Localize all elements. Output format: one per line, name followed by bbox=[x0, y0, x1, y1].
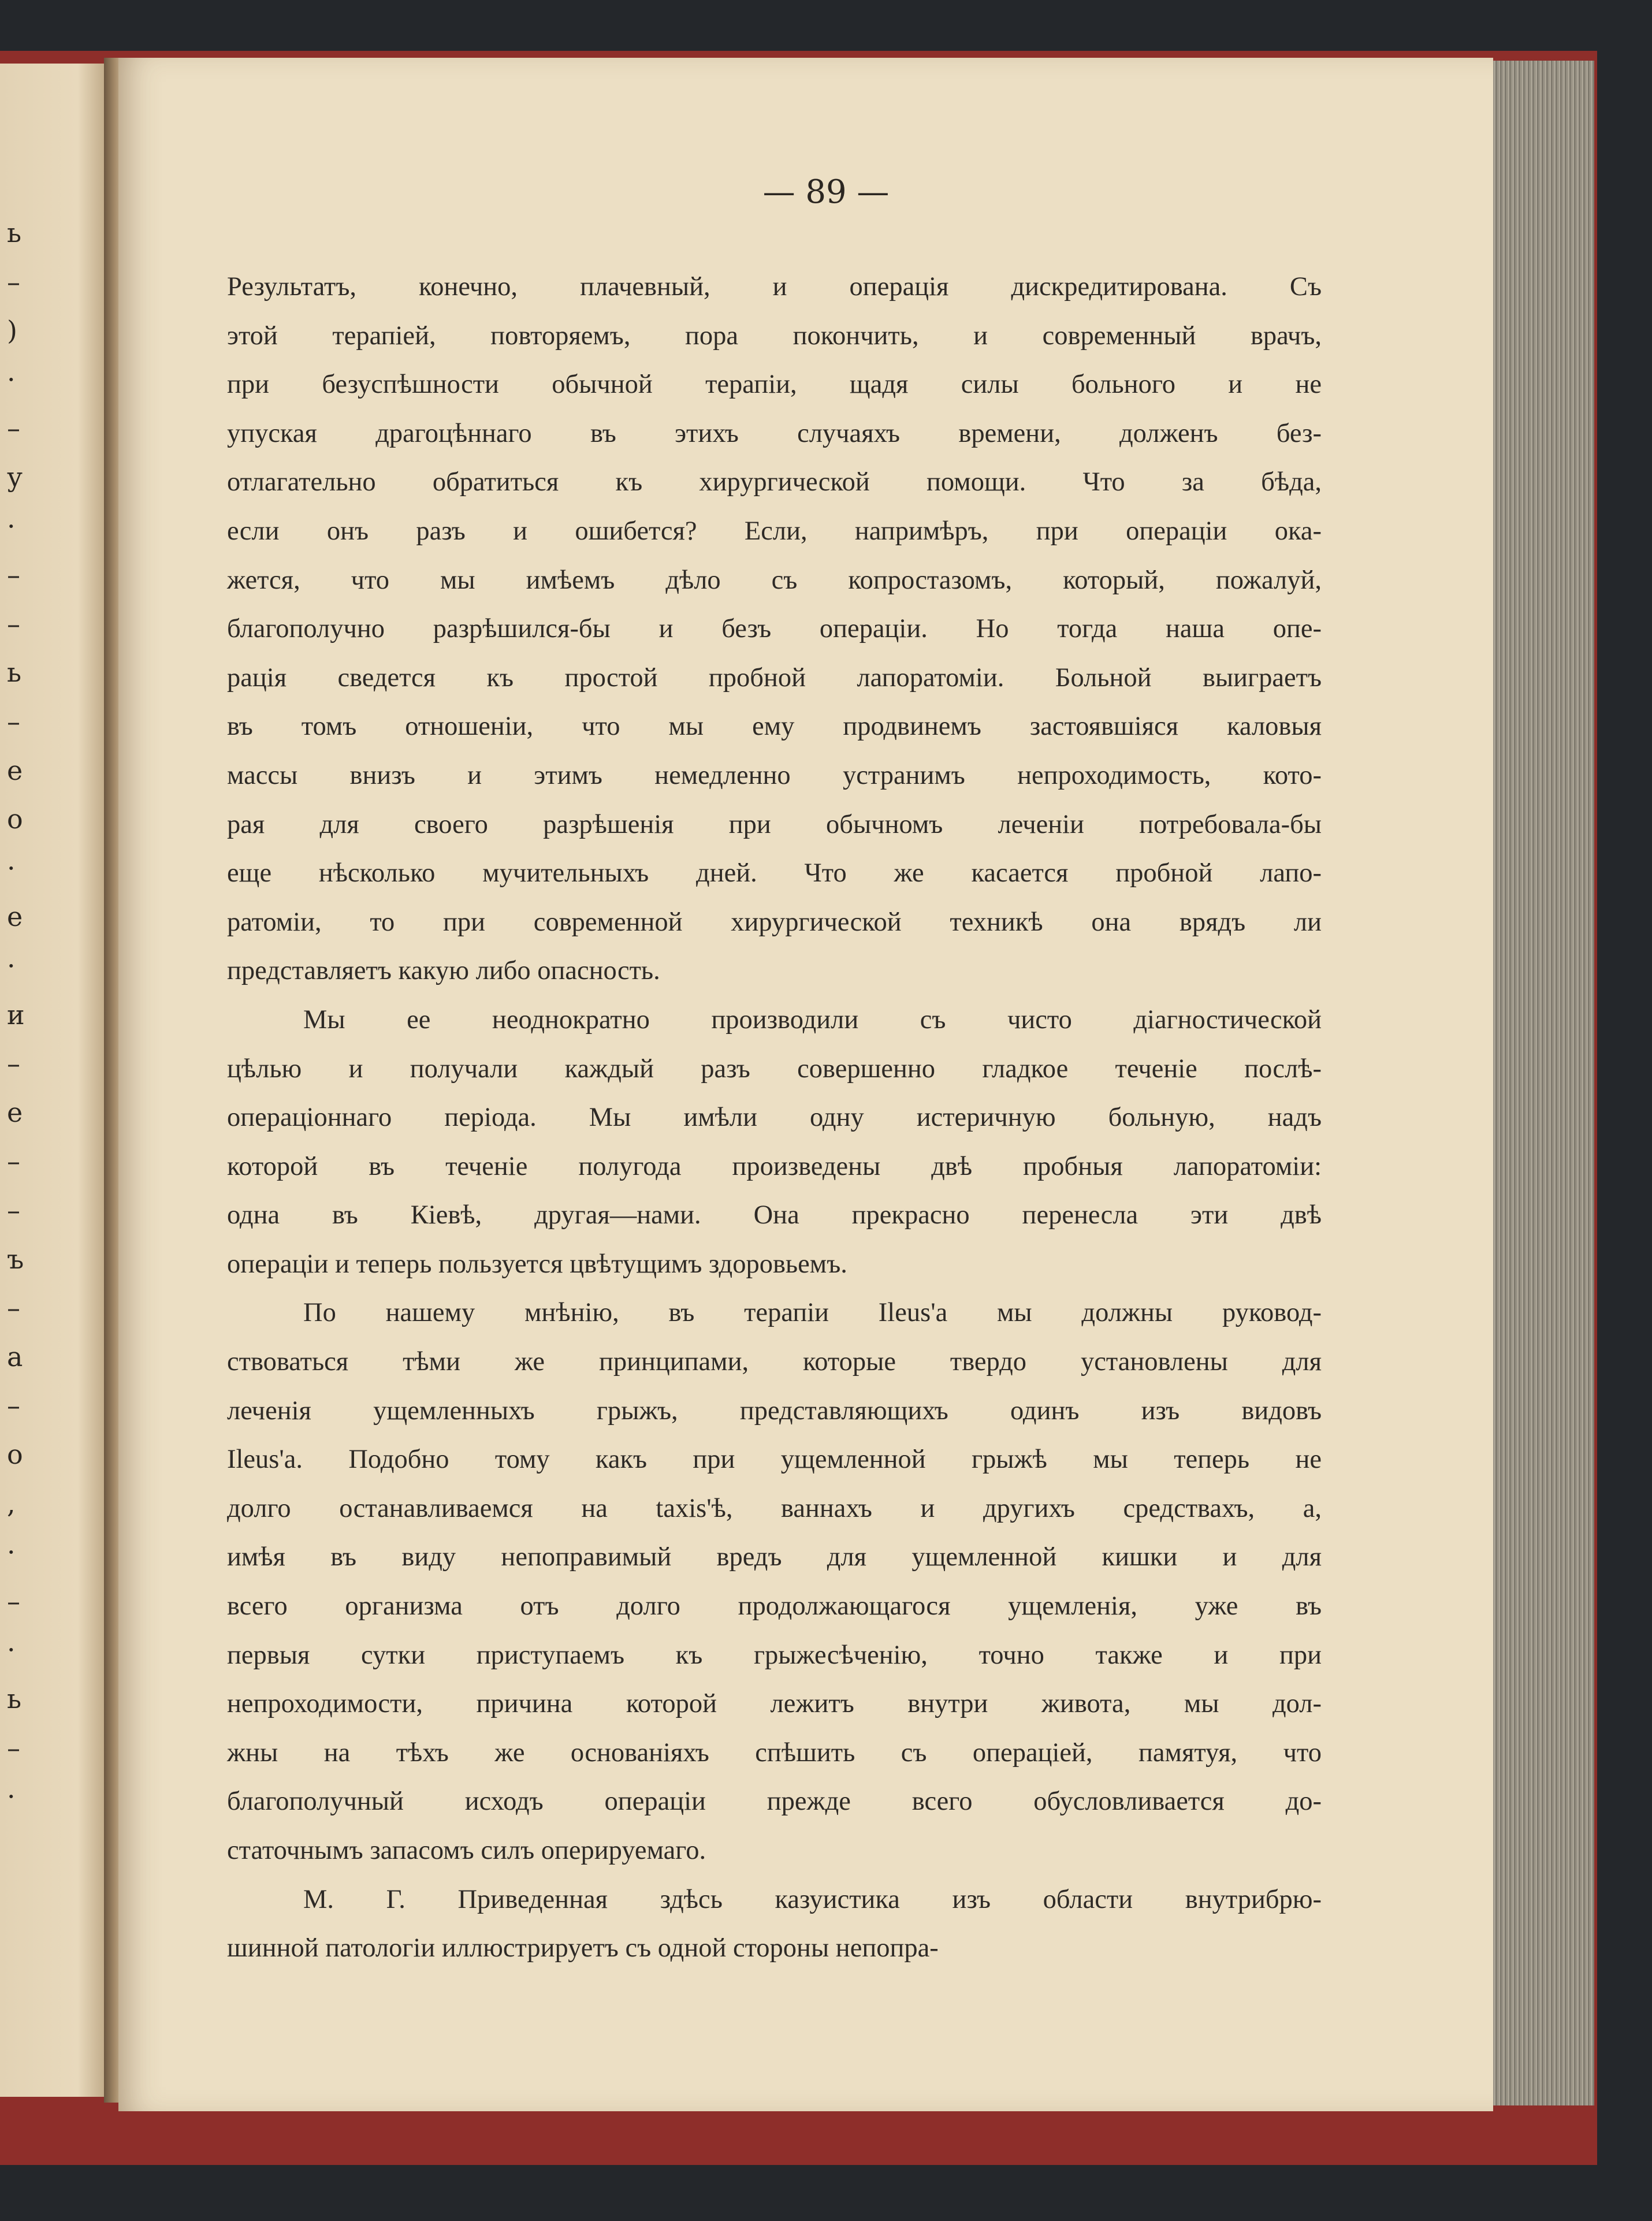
text-line: Результатъ, конечно, плачевный, и операція дискредитирована. Съ bbox=[227, 272, 1322, 302]
text-line: благополучно разрѣшился-бы и безъ операціи. Но тогда наша опе- bbox=[227, 614, 1322, 644]
text-line: Ileus'а. Подобно тому какъ при ущемленной грыжѣ мы теперь не bbox=[227, 1445, 1322, 1475]
left-margin-fragment: ) bbox=[7, 315, 17, 347]
text-line: имѣя въ виду непоправимый вредъ для ущемленной кишки и для bbox=[227, 1542, 1322, 1572]
left-margin-fragment: – bbox=[7, 559, 20, 591]
text-line: благополучный исходъ операціи прежде всего обусловливается до- bbox=[227, 1787, 1322, 1817]
text-line: одна въ Кіевѣ, другая—нами. Она прекрасно перенесла эти двѣ bbox=[227, 1200, 1322, 1230]
text-line: ствоваться тѣми же принципами, которые твердо установлены для bbox=[227, 1347, 1322, 1377]
text-line: операціи и теперь пользуется цвѣтущимъ здоровьемъ. bbox=[227, 1249, 847, 1279]
left-margin-fragment: – bbox=[7, 1145, 20, 1177]
left-page-edge bbox=[0, 64, 111, 2097]
text-line: Мы ее неоднократно производили съ чисто діагностической bbox=[303, 1005, 1322, 1035]
text-line: операціоннаго періода. Мы имѣли одну истеричную больную, надъ bbox=[227, 1103, 1322, 1133]
text-line: цѣлью и получали каждый разъ совершенно гладкое теченіе послѣ- bbox=[227, 1054, 1322, 1084]
left-margin-fragment: – bbox=[7, 1732, 20, 1764]
text-line: рація сведется къ простой пробной лапоратоміи. Больной выиграетъ bbox=[227, 663, 1322, 693]
text-line: статочнымъ запасомъ силъ оперируемаго. bbox=[227, 1836, 706, 1865]
text-line: представляетъ какую либо опасность. bbox=[227, 956, 660, 986]
left-margin-fragment: – bbox=[7, 1585, 20, 1617]
left-margin-fragment: о bbox=[7, 803, 23, 835]
left-margin-fragment: ь bbox=[7, 1683, 22, 1714]
left-margin-fragment: – bbox=[7, 1390, 20, 1422]
left-margin-fragment: – bbox=[7, 1048, 20, 1080]
paragraph bbox=[227, 263, 1322, 996]
left-page-text-fragments bbox=[0, 64, 35, 2097]
left-margin-fragment: ь bbox=[7, 217, 22, 248]
left-margin-fragment: – bbox=[7, 266, 20, 297]
text-line: ратоміи, то при современной хирургической техникѣ она врядъ ли bbox=[227, 907, 1322, 937]
text-line: упуская драгоцѣннаго въ этихъ случаяхъ времени, долженъ без- bbox=[227, 418, 1322, 448]
left-margin-fragment: · bbox=[7, 852, 16, 884]
text-line: массы внизъ и этимъ немедленно устранимъ непроходимость, кото- bbox=[227, 760, 1322, 790]
left-margin-fragment: · bbox=[7, 363, 16, 395]
left-margin-fragment: · bbox=[7, 510, 16, 542]
left-margin-fragment: е bbox=[7, 1096, 23, 1128]
text-line: если онъ разъ и ошибется? Если, напримѣръ, при операціи ока- bbox=[227, 516, 1322, 546]
left-margin-fragment: о bbox=[7, 1439, 23, 1470]
paragraph bbox=[227, 1876, 1322, 1973]
text-line: всего организма отъ долго продолжающагося ущемленія, уже въ bbox=[227, 1591, 1322, 1621]
text-line: рая для своего разрѣшенія при обычномъ леченіи потребовала-бы bbox=[227, 809, 1322, 839]
left-margin-fragment: и bbox=[7, 999, 25, 1030]
text-line: шинной патологіи иллюстрируетъ съ одной стороны непопра- bbox=[227, 1933, 939, 1963]
text-line: которой въ теченіе полугода произведены двѣ пробныя лапоратоміи: bbox=[227, 1151, 1322, 1181]
left-margin-fragment: ъ bbox=[7, 1243, 24, 1275]
left-margin-fragment: · bbox=[7, 950, 16, 981]
left-margin-fragment: у bbox=[7, 462, 23, 493]
paragraph bbox=[227, 1289, 1322, 1875]
text-line: жется, что мы имѣемъ дѣло съ копростазомъ, который, пожалуй, bbox=[227, 565, 1322, 595]
left-margin-fragment: е bbox=[7, 901, 23, 933]
text-line: непроходимости, причина которой лежитъ внутри живота, мы дол- bbox=[227, 1689, 1322, 1719]
page-body-text bbox=[227, 263, 1322, 1973]
text-line: отлагательно обратиться къ хирургической помощи. Что за бѣда, bbox=[227, 467, 1322, 497]
text-line: при безуспѣшности обычной терапіи, щадя силы больного и не bbox=[227, 370, 1322, 400]
text-line: въ томъ отношеніи, что мы ему продвинемъ застоявшіяся каловыя bbox=[227, 712, 1322, 742]
page-number: — 89 — bbox=[762, 173, 890, 211]
left-margin-fragment: – bbox=[7, 706, 20, 737]
text-line: леченія ущемленныхъ грыжъ, представляющихъ одинъ изъ видовъ bbox=[227, 1396, 1322, 1426]
paragraph bbox=[227, 996, 1322, 1289]
left-margin-fragment: ь bbox=[7, 657, 22, 689]
left-margin-fragment: а bbox=[7, 1341, 23, 1372]
left-margin-fragment: – bbox=[7, 1292, 20, 1324]
left-margin-fragment: – bbox=[7, 1195, 20, 1226]
text-line: По нашему мнѣнію, въ терапіи Ileus'а мы должны руковод- bbox=[303, 1298, 1322, 1328]
text-line: первыя сутки приступаемъ къ грыжесѣченію, точно также и при bbox=[227, 1640, 1322, 1670]
page-stack-edge bbox=[1493, 61, 1594, 2105]
left-margin-fragment: – bbox=[7, 608, 20, 639]
left-margin-fragment: · bbox=[7, 1537, 16, 1568]
left-margin-fragment: · bbox=[7, 1634, 16, 1666]
text-line: М. Г. Приведенная здѣсь казуистика изъ области внутрибрю- bbox=[303, 1884, 1322, 1914]
text-line: еще нѣсколько мучительныхъ дней. Что же касается пробной лапо- bbox=[227, 858, 1322, 888]
text-line: этой терапіей, повторяемъ, пора покончить, и современный врачъ, bbox=[227, 321, 1322, 351]
left-margin-fragment: · bbox=[7, 1781, 16, 1813]
text-line: жны на тѣхъ же основаніяхъ спѣшить съ операціей, памятуя, что bbox=[227, 1738, 1322, 1768]
left-margin-fragment: – bbox=[7, 412, 20, 444]
left-margin-fragment: , bbox=[7, 1487, 16, 1519]
left-margin-fragment: е bbox=[7, 754, 23, 786]
text-line: долго останавливаемся на taxis'ѣ, ваннахъ и другихъ средствахъ, а, bbox=[227, 1493, 1322, 1523]
